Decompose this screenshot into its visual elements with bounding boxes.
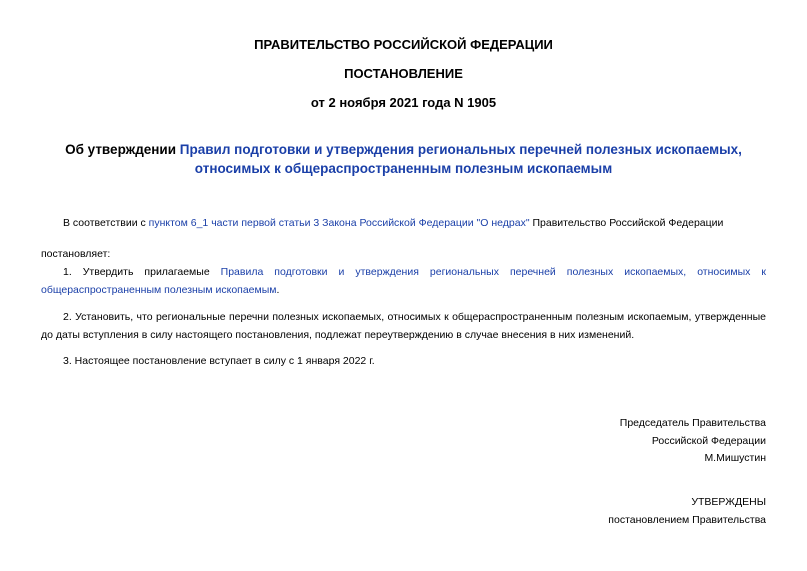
item-1-suffix: . [276, 284, 280, 296]
title-rules-link[interactable]: Правил подготовки и утверждения региональных перечней полезных ископаемых, относимых к общераспространенным полезным ископаемым [179, 142, 742, 176]
item-3-paragraph: 3. Настоящее постановление вступает в силу с 1 января 2022 г. [63, 355, 375, 367]
signature-block [620, 415, 766, 468]
approval-block [608, 494, 766, 529]
document-type-heading: ПОСТАНОВЛЕНИЕ [344, 66, 463, 81]
item-1-paragraph [41, 263, 766, 299]
intro-suffix: Правительство Российской Федерации [529, 217, 724, 229]
law-reference-link[interactable]: пунктом 6_1 части первой статьи 3 Закона Российской Федерации "О недрах" [148, 217, 530, 229]
approval-subtitle: постановлением Правительства [608, 513, 766, 526]
intro-prefix: В соответствии с [63, 217, 149, 229]
approval-heading: УТВЕРЖДЕНЫ [691, 496, 766, 508]
signature-title-line2: Российской Федерации [651, 434, 766, 447]
item-1-rules-link[interactable]: Правила подготовки и утверждения региональных перечней полезных ископаемых, относимых к общераспространенным полезным ископаемым [41, 266, 766, 296]
item-1-prefix: 1. Утвердить прилагаемые [63, 266, 221, 278]
date-number-heading: от 2 ноября 2021 года N 1905 [310, 95, 497, 110]
item-2-paragraph: 2. Установить, что региональные перечни полезных ископаемых, относимых к общераспространенным полезным ископаемым, утвержденные до даты вступления в силу настоящего постановления, подлежат переутверждению в случае внесения в них изменений. [41, 311, 766, 341]
signature-title-line1: Председатель Правительства [619, 417, 766, 429]
issuer-heading: ПРАВИТЕЛЬСТВО РОССИЙСКОЙ ФЕДЕРАЦИИ [254, 37, 553, 52]
decides-text: постановляет: [41, 248, 111, 260]
document-title [60, 140, 747, 178]
intro-paragraph [41, 214, 766, 232]
title-prefix: Об утверждении [65, 142, 180, 157]
signatory-name: М.Мишустин [704, 452, 766, 464]
